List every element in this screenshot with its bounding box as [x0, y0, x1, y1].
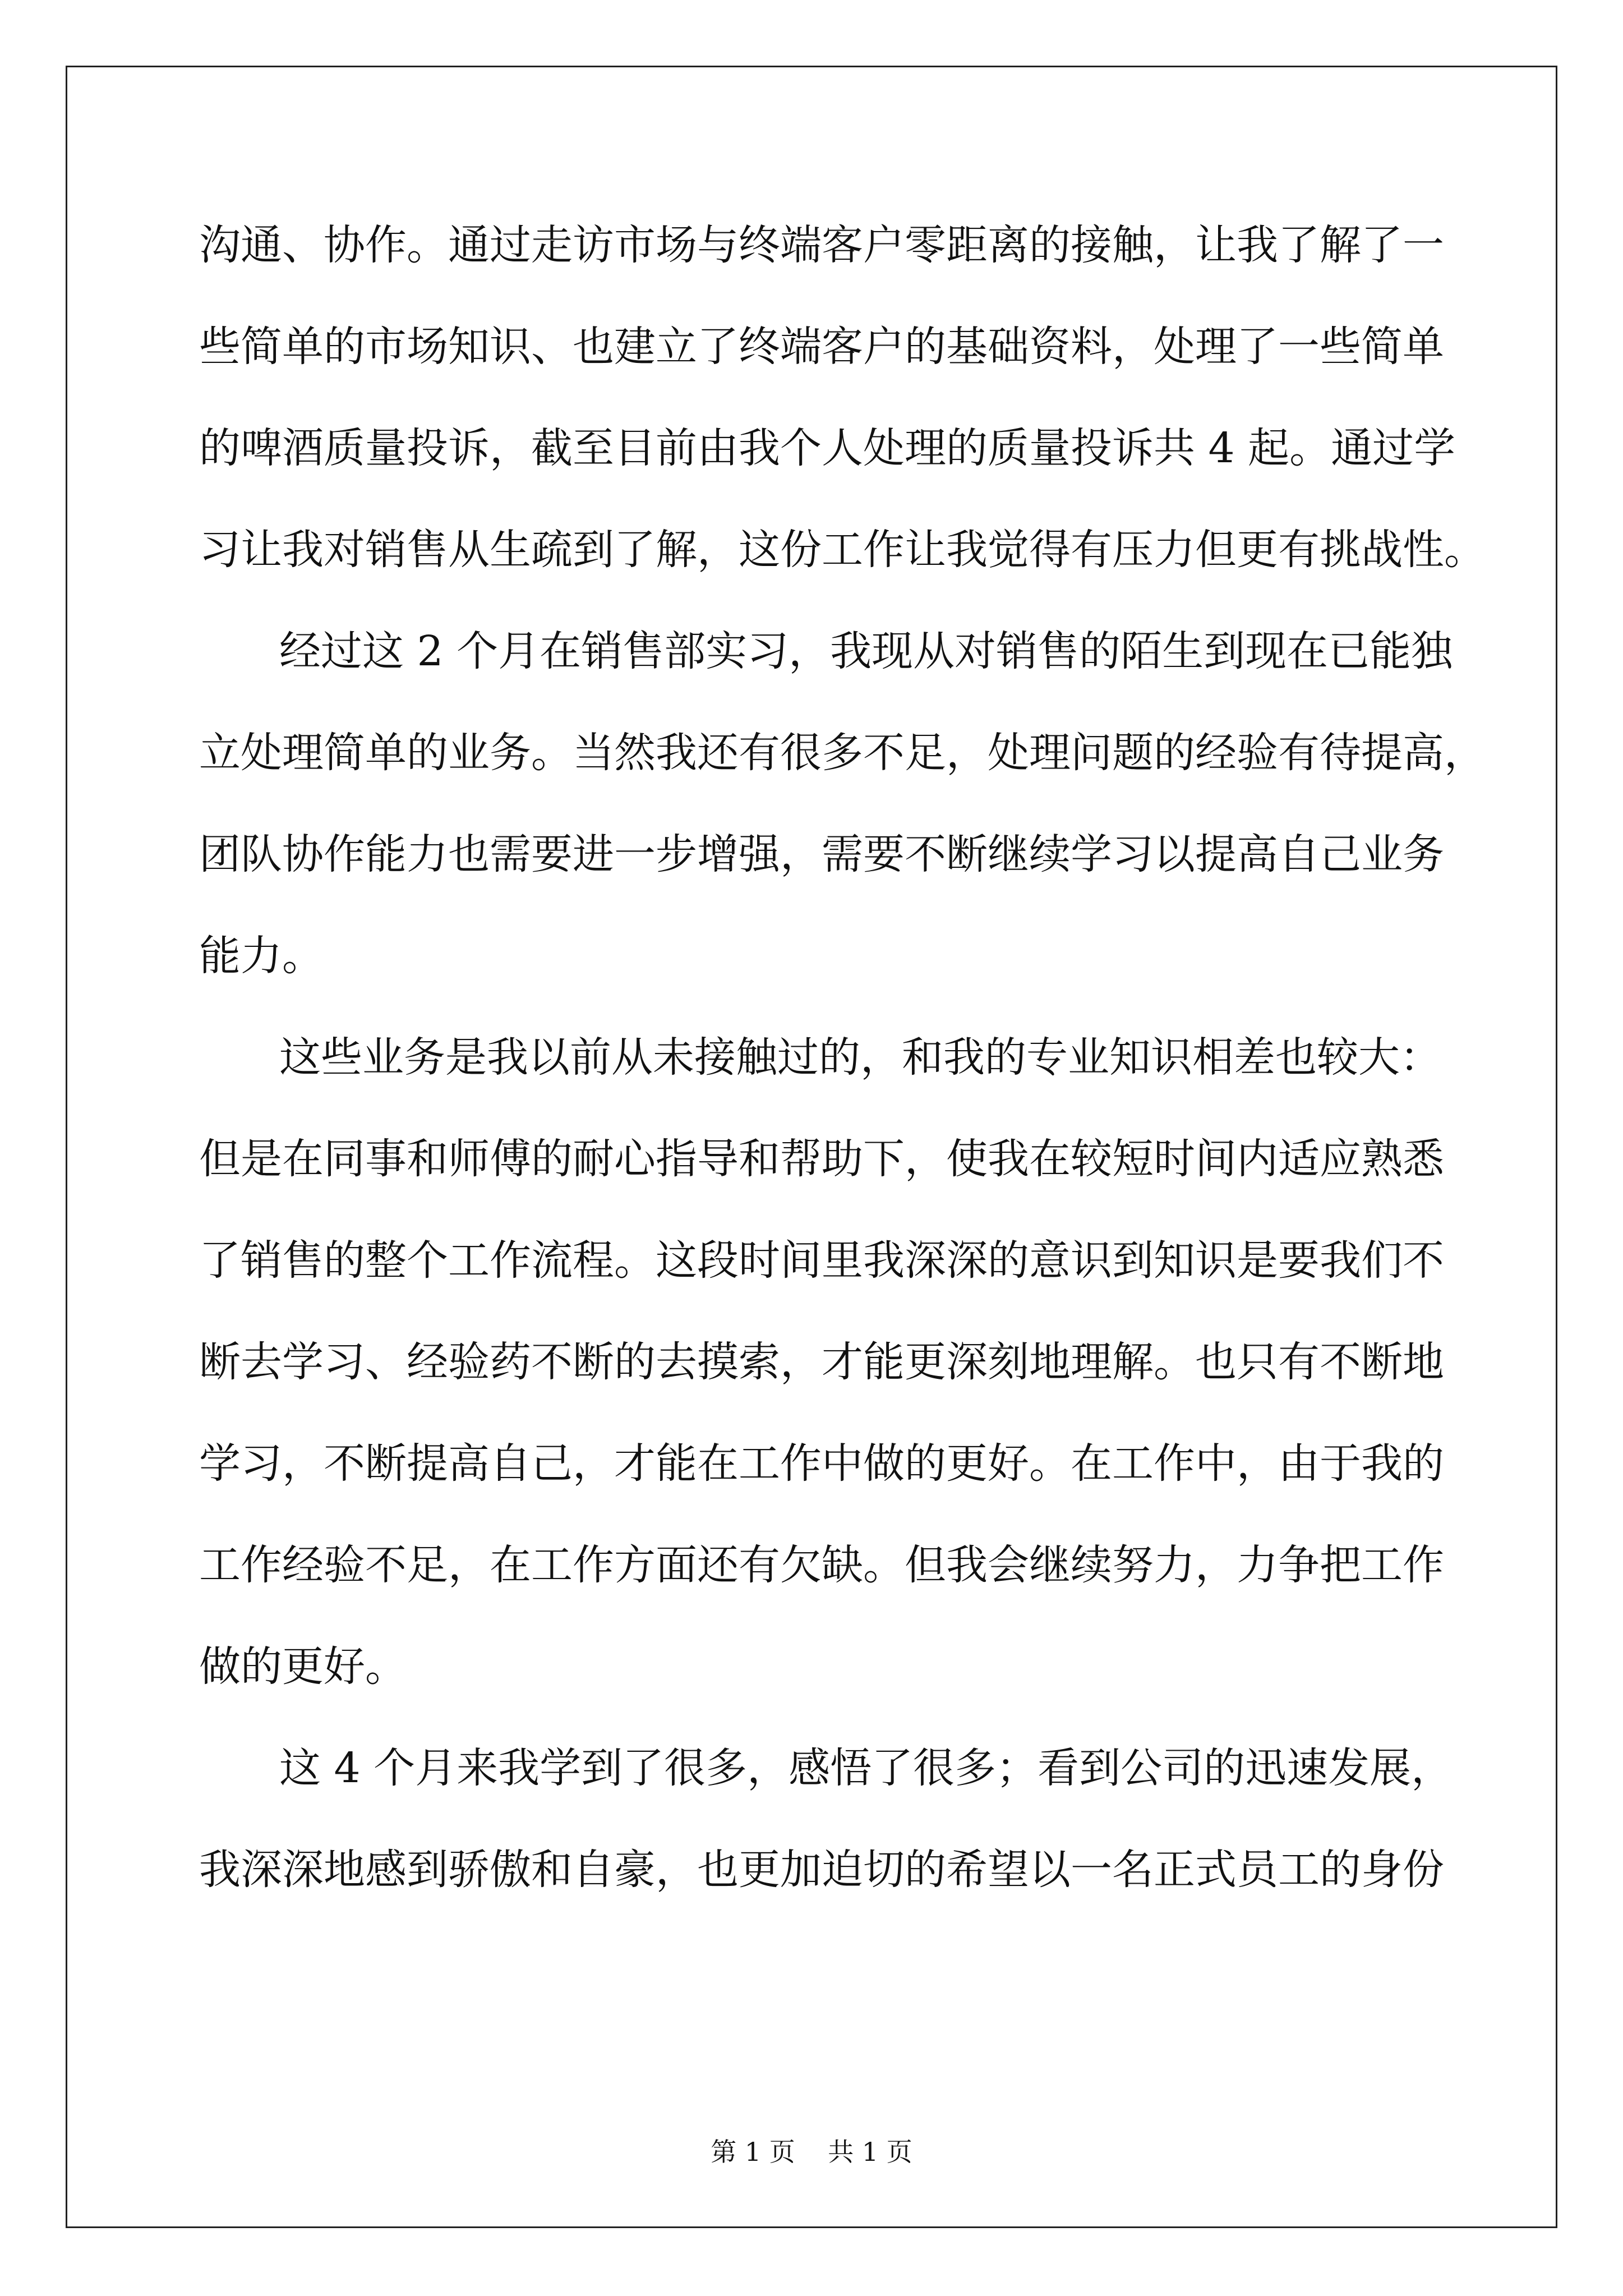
- paragraph-line: 这 4 个月来我学到了很多，感悟了很多；看到公司的迅速发展，: [279, 1744, 1453, 1792]
- paragraph-line: 沟通、协作。通过走访市场与终端客户零距离的接触，让我了解了一: [199, 221, 1444, 269]
- paragraph-line: 团队协作能力也需要进一步增强，需要不断继续学习以提高自己业务: [199, 830, 1444, 878]
- paragraph-line: 的啤酒质量投诉，截至目前由我个人处理的质量投诉共 4 起。通过学: [199, 424, 1456, 472]
- paragraph-line: 学习，不断提高自己，才能在工作中做的更好。在工作中，由于我的: [199, 1439, 1444, 1488]
- paragraph-line: 些简单的市场知识、也建立了终端客户的基础资料，处理了一些简单: [199, 323, 1444, 371]
- paragraph-line: 经过这 2 个月在销售部实习，我现从对销售的陌生到现在已能独: [279, 627, 1453, 675]
- page-number-footer: 第 1 页 共 1 页: [711, 2137, 912, 2167]
- paragraph-line: 这些业务是我以前从未接触过的，和我的专业知识相差也较大：: [279, 1033, 1441, 1082]
- paragraph-line: 断去学习、经验药不断的去摸索，才能更深刻地理解。也只有不断地: [199, 1338, 1444, 1386]
- paragraph-line: 了销售的整个工作流程。这段时间里我深深的意识到知识是要我们不: [199, 1236, 1444, 1285]
- paragraph-line: 做的更好。: [199, 1642, 407, 1691]
- paragraph-line: 工作经验不足，在工作方面还有欠缺。但我会继续努力，力争把工作: [199, 1541, 1444, 1589]
- paragraph-line: 我深深地感到骄傲和自豪，也更加迫切的希望以一名正式员工的身份: [199, 1846, 1444, 1894]
- paragraph-line: 能力。: [199, 932, 324, 980]
- paragraph-line: 但是在同事和师傅的耐心指导和帮助下，使我在较短时间内适应熟悉: [199, 1135, 1444, 1183]
- paragraph-line: 立处理简单的业务。当然我还有很多不足，处理问题的经验有待提高，: [199, 729, 1486, 777]
- paragraph-line: 习让我对销售从生疏到了解，这份工作让我觉得有压力但更有挑战性。: [199, 526, 1486, 574]
